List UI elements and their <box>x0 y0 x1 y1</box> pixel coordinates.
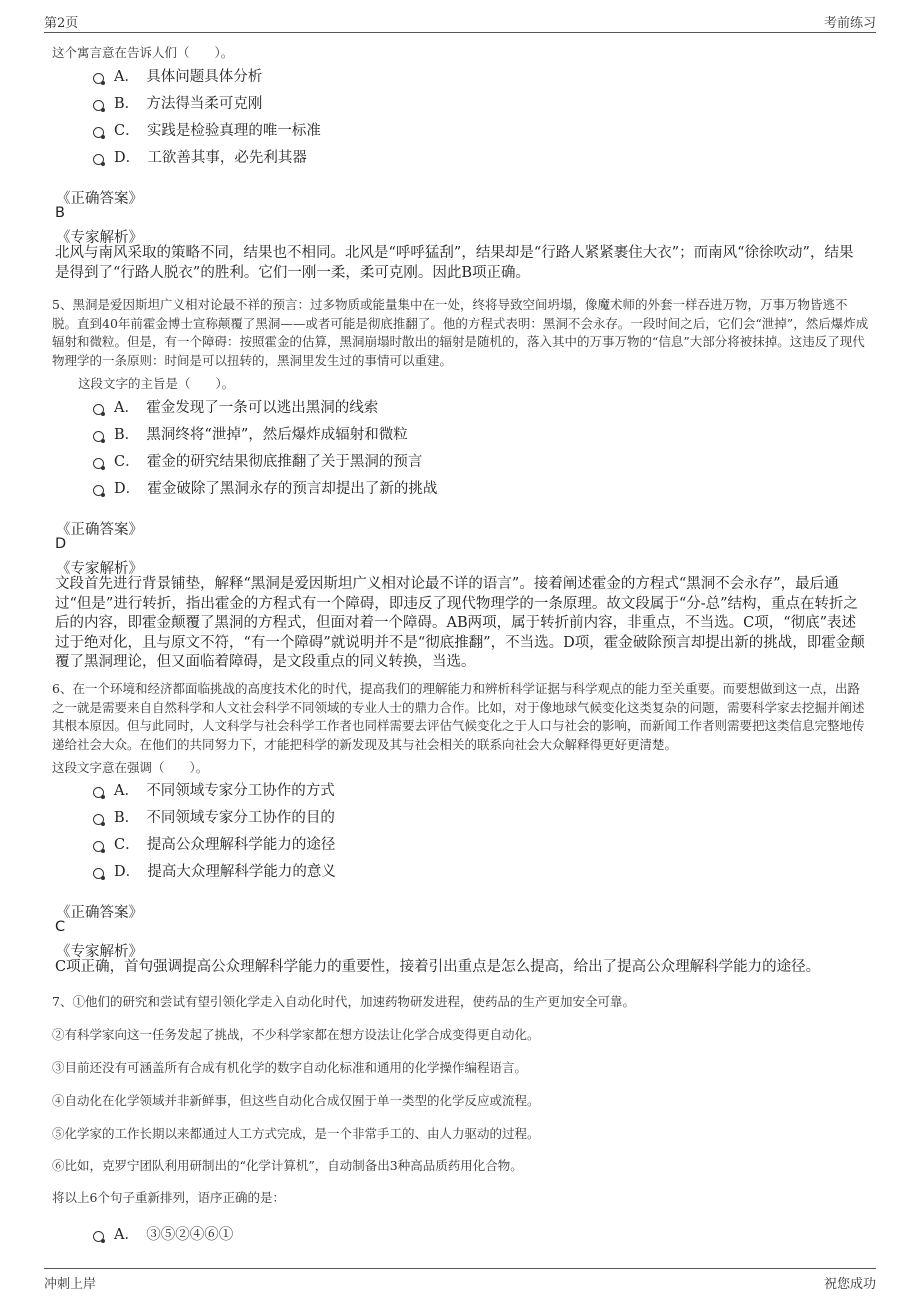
page-header <box>44 10 876 33</box>
footer-right: 祝您成功 <box>823 1277 876 1292</box>
q6-answer: C <box>55 919 66 935</box>
q5-passage: 5、黑洞是爱因斯坦广义相对论最不祥的预言：过多物质或能量集中在一处，终将导致空间坍塌，像魔术师的外套一样吞进万物，万事万物皆逃不脱。直到40年前霍金博士宣称颠覆了黑洞——或者可能是彻底推翻了。他的方程式表明：黑洞不会永存。一段时间之后，它们会“泄掉”，然后爆炸成辐射和微粒。但是，有一个障碍：按照霍金的估算，黑洞崩塌时散出的辐射是随机的，落入其中的万事万物的“信息”大部分将被抹掉。这违反了现代物理学的一条原则：时间是可以扭转的，黑洞里发生过的事情可以重建。 <box>52 297 869 368</box>
q4-analysis-heading: 《专家解析》 <box>56 230 143 246</box>
q7-sentence: 7、①他们的研究和尝试有望引领化学走入自动化时代，加速药物研发进程，使药品的生产更加安全可靠。 <box>52 994 635 1009</box>
q7-sentence: ②有科学家向这一任务发起了挑战，不少科学家都在想方设法让化学合成变得更自动化。 <box>52 1027 540 1042</box>
radio-icon[interactable] <box>93 127 104 138</box>
q5-analysis-heading: 《专家解析》 <box>56 561 143 577</box>
page-number: 第2页 <box>44 16 79 31</box>
radio-icon[interactable] <box>93 868 104 879</box>
q7-sentence: ④自动化在化学领域并非新鲜事，但这些自动化合成仅囿于单一类型的化学反应或流程。 <box>52 1093 540 1108</box>
q6-option-b[interactable]: B． 不同领域专家分工协作的目的 <box>93 806 335 827</box>
q7-sentence: ③目前还没有可涵盖所有合成有机化学的数字自动化标准和通用的化学操作编程语言。 <box>52 1060 528 1075</box>
q6-analysis-heading: 《专家解析》 <box>56 944 143 960</box>
q6-stem: 这段文字意在强调（ ）。 <box>52 760 209 775</box>
radio-icon[interactable] <box>93 458 104 469</box>
q5-stem: 这段文字的主旨是（ ）。 <box>78 376 235 391</box>
q4-option-b[interactable]: B． 方法得当柔可克刚 <box>93 92 262 113</box>
radio-icon[interactable] <box>93 814 104 825</box>
q7-stem: 将以上6个句子重新排列，语序正确的是： <box>52 1190 285 1205</box>
q4-answer: B <box>55 205 65 221</box>
radio-icon[interactable] <box>93 404 104 415</box>
q5-analysis: 文段首先进行背景铺垫，解释“黑洞是爱因斯坦广义相对论最不详的语言”。接着阐述霍金的方程式“黑洞不会永存”，最后通过“但是”进行转折，指出霍金的方程式有一个障碍，即违反了现代物理学的一条原理。故文段属于“分-总”结构，重点在转折之后的内容，即霍金颠覆了黑洞的方程式，但面对着一个障碍。AB两项，属于转折前内容，非重点，不当选。C项，“彻底”表述过于绝对化，且与原文不符，“有一个障碍”就说明并不是“彻底推翻”，不当选。D项，霍金破除预言却提出新的挑战，即霍金颠覆了黑洞理论，但又面临着障碍，是文段重点的同义转换，当选。 <box>55 576 865 670</box>
q4-answer-heading: 《正确答案》 <box>56 191 143 207</box>
radio-icon[interactable] <box>93 1231 104 1242</box>
q5-option-d[interactable]: D． 霍金破除了黑洞永存的预言却提出了新的挑战 <box>93 477 437 498</box>
q5-answer-heading: 《正确答案》 <box>56 522 143 538</box>
radio-icon[interactable] <box>93 100 104 111</box>
radio-icon[interactable] <box>93 73 104 84</box>
q5-answer: D <box>55 536 67 552</box>
q4-option-d[interactable]: D． 工欲善其事，必先利其器 <box>93 146 307 167</box>
q6-passage: 6、在一个环境和经济都面临挑战的高度技术化的时代，提高我们的理解能力和辨析科学证据与科学观点的能力至关重要。而要想做到这一点，出路之一就是需要来自自然科学和人文社会科学不同领域的专业人士的鼎力合作。比如，对于像地球气候变化这类复杂的问题，需要科学家去挖掘并阐述其根本原因。但与此同时，人文科学与社会科学工作者也同样需要去评估气候变化之于人口与社会的影响，而新闻工作者则需要把这类信息完整地传递给社会大众。在他们的共同努力下，才能把科学的新发现及其与社会相关的联系向社会大众解释得更好更清楚。 <box>52 681 865 752</box>
q4-analysis: 北风与南风采取的策略不同，结果也不相同。北风是“呼呼猛刮”，结果却是“行路人紧紧裹住大衣”；而南风“徐徐吹动”，结果是得到了“行路人脱衣”的胜利。它们一刚一柔，柔可克刚。因此B项正确。 <box>55 245 854 281</box>
q7-sentence: ⑥比如，克罗宁团队利用研制出的“化学计算机”，自动制备出3种高品质药用化合物。 <box>52 1158 523 1173</box>
header-title: 考前练习 <box>823 16 876 31</box>
radio-icon[interactable] <box>93 154 104 165</box>
radio-icon[interactable] <box>93 485 104 496</box>
footer-left: 冲刺上岸 <box>44 1277 97 1292</box>
q4-option-a[interactable]: A． 具体问题具体分析 <box>93 65 262 86</box>
radio-icon[interactable] <box>93 431 104 442</box>
q5-option-b[interactable]: B． 黑洞终将“泄掉”，然后爆炸成辐射和微粒 <box>93 423 408 444</box>
radio-icon[interactable] <box>93 841 104 852</box>
q7-sentence: ⑤化学家的工作长期以来都通过人工方式完成，是一个非常手工的、由人力驱动的过程。 <box>52 1126 540 1141</box>
q6-option-a[interactable]: A． 不同领域专家分工协作的方式 <box>93 779 335 800</box>
radio-icon[interactable] <box>93 787 104 798</box>
q5-option-c[interactable]: C． 霍金的研究结果彻底推翻了关于黑洞的预言 <box>93 450 422 471</box>
q5-option-a[interactable]: A． 霍金发现了一条可以逃出黑洞的线索 <box>93 396 378 417</box>
q7-option-a[interactable]: A． ③⑤②④⑥① <box>93 1223 233 1244</box>
q4-stem: 这个寓言意在告诉人们（ ）。 <box>52 45 234 60</box>
q4-option-c[interactable]: C． 实践是检验真理的唯一标准 <box>93 119 321 140</box>
q6-answer-heading: 《正确答案》 <box>56 905 143 921</box>
q6-analysis: C项正确，首句强调提高公众理解科学能力的重要性，接着引出重点是怎么提高，给出了提高公众理解科学能力的途径。 <box>55 959 821 975</box>
q6-option-d[interactable]: D． 提高大众理解科学能力的意义 <box>93 860 336 881</box>
page-footer <box>44 1268 876 1293</box>
q6-option-c[interactable]: C． 提高公众理解科学能力的途径 <box>93 833 335 854</box>
